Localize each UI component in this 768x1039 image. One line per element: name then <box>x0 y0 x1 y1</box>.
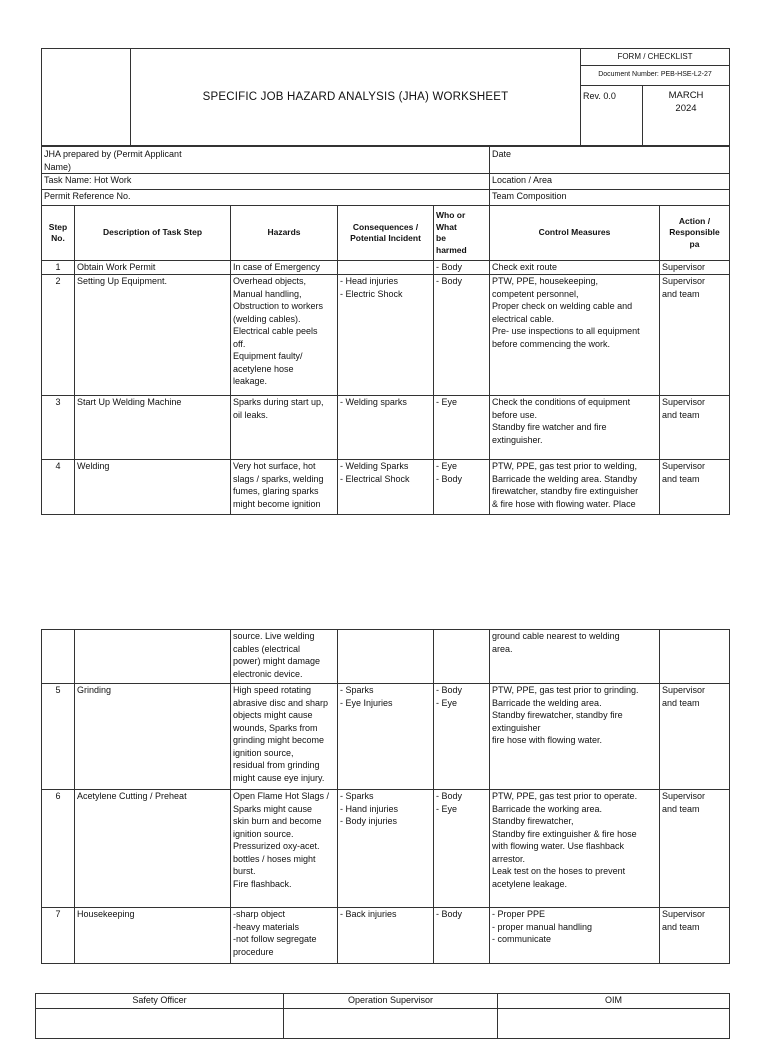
task-description: Acetylene Cutting / Preheat <box>75 790 231 908</box>
task-description: Obtain Work Permit <box>75 261 231 275</box>
table-row <box>42 261 730 275</box>
table-row <box>42 790 730 908</box>
task-description <box>75 630 231 684</box>
safety-officer-label: Safety Officer <box>36 994 284 1009</box>
hazards: -sharp object -heavy materials -not follow segregate procedure <box>231 908 338 964</box>
who-harmed: - Body - Eye <box>434 790 490 908</box>
task-description: Welding <box>75 460 231 515</box>
action-responsible: Supervisor <box>660 261 730 275</box>
task-description: Grinding <box>75 684 231 790</box>
action-responsible: Supervisor and team <box>660 790 730 908</box>
col-control-measures: Control Measures <box>490 206 660 261</box>
control-measures: Check the conditions of equipment before use. Standby fire watcher and fire extinguisher. <box>490 396 660 460</box>
step-no <box>42 630 75 684</box>
document-header <box>41 48 730 146</box>
col-hazards: Hazards <box>231 206 338 261</box>
hazards: Very hot surface, hot slags / sparks, welding fumes, glaring sparks might become ignition <box>231 460 338 515</box>
who-harmed: - Body <box>434 275 490 396</box>
col-who-harmed: Who or What be harmed <box>434 206 490 261</box>
signature-table <box>35 993 730 1039</box>
action-responsible: Supervisor and team <box>660 396 730 460</box>
table-row <box>42 908 730 964</box>
control-measures: ground cable nearest to welding area. <box>490 630 660 684</box>
prepared-by-label: JHA prepared by (Permit Applicant Name) <box>42 147 490 174</box>
location-label: Location / Area <box>490 174 730 190</box>
page-title: SPECIFIC JOB HAZARD ANALYSIS (JHA) WORKSHEET <box>131 49 581 146</box>
control-measures: - Proper PPE - proper manual handling - communicate <box>490 908 660 964</box>
revision: Rev. 0.0 <box>581 86 643 146</box>
hazards: Open Flame Hot Slags / Sparks might cause skin burn and become ignition source. Pressurized oxy-acet. bottles / hoses might burst. Fire flashback. <box>231 790 338 908</box>
consequences <box>338 630 434 684</box>
consequences <box>338 261 434 275</box>
table-row <box>42 684 730 790</box>
step-no: 6 <box>42 790 75 908</box>
jha-table-page2 <box>41 629 730 964</box>
who-harmed: - Eye - Body <box>434 460 490 515</box>
control-measures: Check exit route <box>490 261 660 275</box>
jha-table-page1 <box>41 146 730 515</box>
consequences: - Welding sparks <box>338 396 434 460</box>
task-name: Task Name: Hot Work <box>42 174 490 190</box>
revision-date: MARCH 2024 <box>643 86 730 146</box>
action-responsible: Supervisor and team <box>660 275 730 396</box>
col-description: Description of Task Step <box>75 206 231 261</box>
hazards: source. Live welding cables (electrical power) might damage electronic device. <box>231 630 338 684</box>
consequences: - Sparks - Eye Injuries <box>338 684 434 790</box>
hazards: Sparks during start up, oil leaks. <box>231 396 338 460</box>
consequences: - Sparks - Hand injuries - Body injuries <box>338 790 434 908</box>
permit-reference-label: Permit Reference No. <box>42 190 490 206</box>
step-no: 5 <box>42 684 75 790</box>
column-header-row <box>42 206 730 261</box>
action-responsible: Supervisor and team <box>660 684 730 790</box>
action-responsible: Supervisor and team <box>660 460 730 515</box>
who-harmed: - Body <box>434 908 490 964</box>
consequences: - Back injuries <box>338 908 434 964</box>
hazards: In case of Emergency <box>231 261 338 275</box>
control-measures: PTW, PPE, housekeeping, competent personnel, Proper check on welding cable and electrical cable. Pre- use inspections to all equipment before commencing the work. <box>490 275 660 396</box>
task-description: Setting Up Equipment. <box>75 275 231 396</box>
consequences: - Welding Sparks - Electrical Shock <box>338 460 434 515</box>
control-measures: PTW, PPE, gas test prior to welding, Barricade the welding area. Standby firewatcher, standby fire extinguisher & fire hose with flowing water. Place <box>490 460 660 515</box>
step-no: 2 <box>42 275 75 396</box>
table-row <box>42 396 730 460</box>
step-no: 4 <box>42 460 75 515</box>
control-measures: PTW, PPE, gas test prior to operate. Barricade the working area. Standby firewatcher, Standby fire extinguisher & fire hose with flowing water. Use flashback arrestor. Leak test on the hoses to prevent acetylene leakage. <box>490 790 660 908</box>
date-label: Date <box>490 147 730 174</box>
action-responsible: Supervisor and team <box>660 908 730 964</box>
hazards: Overhead objects, Manual handling, Obstruction to workers (welding cables). Electrical cable peels off. Equipment faulty/ acetylene hose leakage. <box>231 275 338 396</box>
step-no: 7 <box>42 908 75 964</box>
table-row <box>42 275 730 396</box>
form-type: FORM / CHECKLIST <box>581 49 730 66</box>
who-harmed: - Body - Eye <box>434 684 490 790</box>
oim-label: OIM <box>498 994 730 1009</box>
task-description: Start Up Welding Machine <box>75 396 231 460</box>
task-description: Housekeeping <box>75 908 231 964</box>
who-harmed: - Eye <box>434 396 490 460</box>
col-action: Action / Responsible pa <box>660 206 730 261</box>
document-number: Document Number: PEB-HSE-L2-27 <box>581 66 730 86</box>
hazards: High speed rotating abrasive disc and sharp objects might cause wounds, Sparks from grinding might become ignition source, residual from grinding might cause eye injury. <box>231 684 338 790</box>
step-no: 1 <box>42 261 75 275</box>
table-row <box>42 630 730 684</box>
who-harmed <box>434 630 490 684</box>
table-row <box>42 460 730 515</box>
team-composition-label: Team Composition <box>490 190 730 206</box>
step-no: 3 <box>42 396 75 460</box>
col-consequences: Consequences / Potential Incident <box>338 206 434 261</box>
logo-cell <box>42 49 131 146</box>
operation-supervisor-label: Operation Supervisor <box>284 994 498 1009</box>
control-measures: PTW, PPE, gas test prior to grinding. Barricade the welding area. Standby firewatcher, standby fire extinguisher fire hose with flowing water. <box>490 684 660 790</box>
consequences: - Head injuries - Electric Shock <box>338 275 434 396</box>
col-step: Step No. <box>42 206 75 261</box>
action-responsible <box>660 630 730 684</box>
who-harmed: - Body <box>434 261 490 275</box>
